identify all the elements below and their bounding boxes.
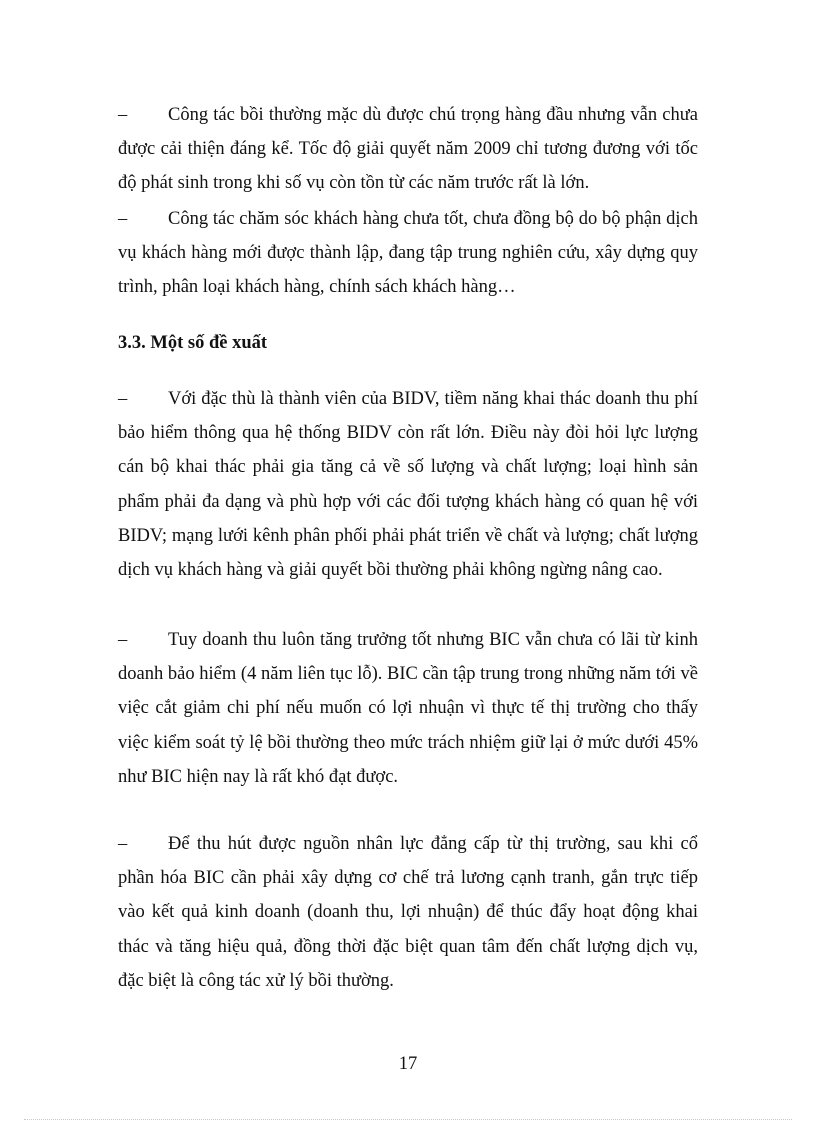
bullet-dash: – [118,389,128,409]
bullet-dash: – [118,630,128,650]
paragraph-text: Công tác bồi thường mặc dù được chú trọng hàng đầu nhưng vẫn chưa được cải thiện đáng kể. Tốc độ giải quyết năm 2009 chỉ tương đương với tốc độ phát sinh trong khi số vụ còn tồn từ các năm trước rất là lớn. [118,105,698,194]
page-number: 17 [398,1054,418,1074]
paragraph-text: Để thu hút được nguồn nhân lực đẳng cấp từ thị trường, sau khi cổ phần hóa BIC cần phải xây dựng cơ chế trả lương cạnh tranh, gắn trực tiếp vào kết quả kinh doanh (doanh thu, lợi nhuận) để thúc đẩy hoạt động khai thác và tăng hiệu quả, đồng thời đặc biệt quan tâm đến chất lượng dịch vụ, đặc biệt là công tác xử lý bồi thường. [118,834,698,991]
section-heading: 3.3. Một số đề xuất [118,333,268,353]
bullet-paragraph [118,827,698,998]
bullet-dash: – [118,209,128,229]
bullet-paragraph [118,202,698,305]
bullet-paragraph [118,382,698,587]
paragraph-text: Với đặc thù là thành viên của BIDV, tiềm năng khai thác doanh thu phí bảo hiểm thông qua hệ thống BIDV còn rất lớn. Điều này đòi hỏi lực lượng cán bộ khai thác phải gia tăng cả về số lượng và chất lượng; loại hình sản phẩm phải đa dạng và phù hợp với các đối tượng khách hàng có quan hệ với BIDV; mạng lưới kênh phân phối phải phát triển về chất và lượng; chất lượng dịch vụ khách hàng và giải quyết bồi thường phải không ngừng nâng cao. [118,389,698,581]
page-bottom-divider [24,1119,792,1120]
paragraph-text: Tuy doanh thu luôn tăng trưởng tốt nhưng BIC vẫn chưa có lãi từ kinh doanh bảo hiểm (4 năm liên tục lỗ). BIC cần tập trung trong những năm tới về việc cắt giảm chi phí nếu muốn có lợi nhuận vì thực tế thị trường cho thấy việc kiểm soát tỷ lệ bồi thường theo mức trách nhiệm giữ lại ở mức dưới 45% như BIC hiện nay là rất khó đạt được. [118,630,698,787]
bullet-dash: – [118,105,128,125]
bullet-paragraph [118,623,698,794]
paragraph-text: Công tác chăm sóc khách hàng chưa tốt, chưa đồng bộ do bộ phận dịch vụ khách hàng mới được thành lập, đang tập trung nghiên cứu, xây dựng quy trình, phân loại khách hàng, chính sách khách hàng… [118,209,698,298]
bullet-dash: – [118,834,128,854]
bullet-paragraph [118,98,698,201]
